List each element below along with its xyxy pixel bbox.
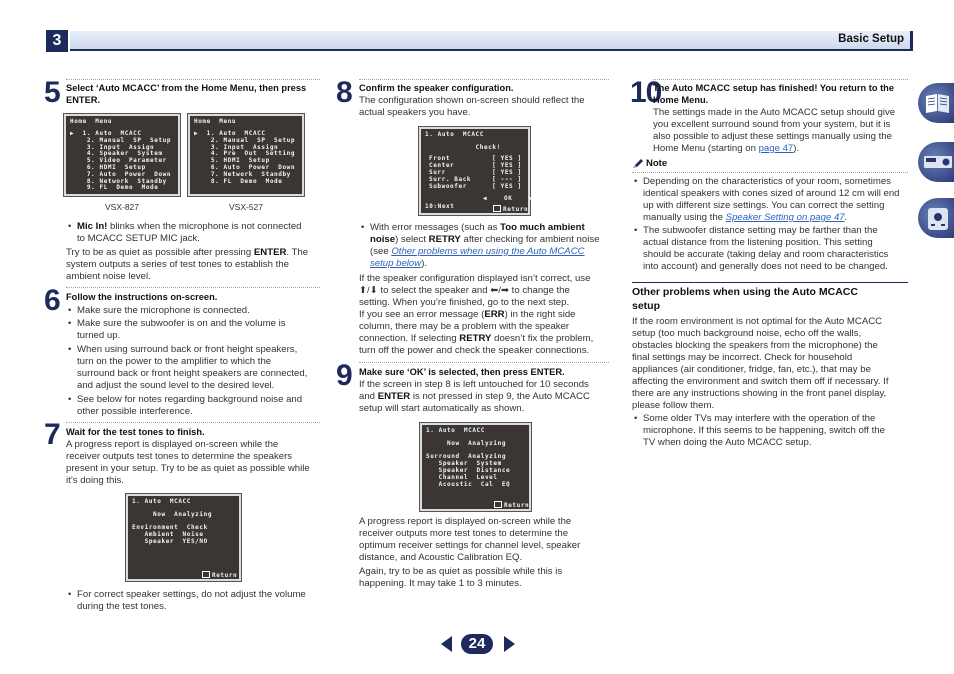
text: The configuration shown on-screen should reflect the — [359, 95, 585, 106]
osd-line: 6. Auto Power Down — [194, 164, 296, 171]
text: Depending on the characteristics of your room, sometimes — [643, 176, 891, 187]
chapter-number: 3 — [46, 30, 68, 52]
osd-screen-vsx827 — [64, 114, 180, 196]
step-5-title-line1: Select ‘Auto MCACC’ from the Home Menu, then press — [66, 83, 307, 93]
osd-line: Center [ YES ] — [429, 162, 522, 169]
text: If the room environment is not optimal for the Auto MCACC — [632, 316, 883, 327]
osd-line: Channel Level — [426, 474, 498, 481]
text: up with different size settings. You can correct the setting — [643, 200, 885, 211]
step-6-title: Follow the instructions on-screen. — [66, 292, 218, 302]
osd-return — [202, 571, 237, 580]
osd-line: 5. HDMI Setup — [194, 157, 270, 165]
text: (see — [370, 246, 392, 257]
text: also possible to adjust these settings manually using the — [653, 131, 892, 142]
text: setup (too much background noise, echo off the walls, — [632, 328, 862, 339]
text: distance, and Acoustic Calibration EQ. — [359, 552, 523, 563]
step-6-number: 6 — [44, 284, 60, 317]
text: When using surround back or front height speakers, — [77, 344, 298, 355]
screen-caption-vsx827: VSX-827 — [104, 202, 140, 212]
step-8-paragraph-2 — [359, 273, 590, 309]
bold-text: RETRY — [428, 234, 461, 245]
osd-line: 3. Input Assign — [194, 143, 279, 151]
osd-line: 7. Auto Power Down — [70, 170, 172, 178]
text: surround back or front height speakers are connected, — [77, 368, 308, 379]
osd-line: Speaker System — [426, 460, 502, 467]
osd-line: 3. Input Assign — [70, 143, 155, 151]
step-8-number: 8 — [336, 76, 352, 109]
text: into account) and generally does not need to be changed. — [643, 261, 888, 272]
text: Make sure the subwoofer is on and the volume is — [77, 318, 286, 329]
divider — [359, 362, 609, 363]
bold-text: ENTER — [377, 391, 411, 402]
text: receiver outputs more test tones to determine the — [359, 528, 569, 539]
step-10-title-line1: The Auto MCACC setup has finished! You return to the — [653, 83, 895, 93]
osd-line: Now Analyzing — [132, 511, 213, 518]
text: With error messages (such as — [370, 222, 501, 233]
text: actual speakers you have. — [359, 107, 471, 118]
text: should be accurate (taking delay and room characteristics — [643, 249, 889, 260]
divider — [632, 172, 908, 173]
text: please follow them. — [632, 400, 715, 411]
osd-line: Subwoofer [ YES ] — [429, 183, 522, 190]
page-number: 24 — [461, 634, 493, 654]
text: A progress report is displayed on-screen while the — [359, 516, 572, 527]
text: it’s doing this. — [66, 475, 124, 486]
text: obstacles blocking the speakers from the microphone) the — [632, 340, 878, 351]
osd-line: Surr [ YES ] — [429, 169, 522, 176]
bold-text: RETRY — [459, 333, 492, 344]
osd-line: 9. FL Demo Mode — [70, 184, 159, 192]
text: The subwoofer distance setting may be farther than the — [643, 225, 878, 236]
osd-line: 2. Manual SP Setup — [194, 136, 296, 144]
text: present in your setup. Try to be as quiet as possible while — [66, 463, 310, 474]
note-title: Note — [646, 158, 668, 169]
text: turned up. — [77, 330, 121, 341]
text: doesn’t fix the problem, — [491, 333, 594, 344]
remote-icon-graphic — [918, 198, 954, 238]
text: receiver outputs test tones to determine the speakers — [66, 451, 293, 462]
osd-return — [494, 501, 529, 510]
step-9-paragraph — [359, 379, 590, 415]
subsection-title-line1: Other problems when using the Auto MCACC — [632, 286, 858, 298]
return-icon — [494, 501, 502, 508]
text: final settings may be incorrect. Check for household — [632, 352, 853, 363]
bold-text: Mic In! — [77, 221, 108, 232]
prev-page-arrow-icon[interactable] — [441, 636, 452, 652]
text: actual distance from the listening position. This setting — [643, 237, 873, 248]
osd-line: Surr. Back [ --- ] — [429, 176, 522, 183]
step-10-number: 10 — [630, 76, 662, 109]
text: manually using the — [643, 212, 726, 223]
step-5-number: 5 — [44, 76, 60, 109]
next-page-arrow-icon[interactable] — [504, 636, 515, 652]
step-8-paragraph — [359, 95, 585, 119]
text: . The — [286, 247, 309, 258]
step-7-bullet — [66, 589, 306, 613]
step-5-title-line2: ENTER. — [66, 95, 101, 105]
osd-line: 5. Video Parameter — [70, 157, 167, 165]
osd-screen-now-analyzing — [126, 494, 241, 581]
text: there are any instructions showing in the front panel display, — [632, 388, 887, 399]
step-9-paragraph-2 — [359, 516, 580, 564]
osd-line: 2. Manual SP Setup — [70, 136, 172, 144]
bold-text: ENTER — [253, 247, 287, 258]
receiver-icon-graphic — [918, 142, 954, 182]
text: system outputs a series of test tones to establish the — [66, 259, 289, 270]
text: ). — [421, 258, 428, 269]
step-10-title-line2: Home Menu. — [653, 95, 709, 105]
text: If the screen in step 8 is left untouched for 10 seconds — [359, 379, 589, 390]
text: you excellent surround sound from your system, but it is — [653, 119, 891, 130]
osd-line: Ambient Noise — [132, 531, 204, 538]
divider — [653, 79, 908, 80]
step-6-bullet — [66, 394, 302, 418]
return-icon — [202, 571, 210, 578]
note-bullet — [632, 225, 888, 273]
text: The settings made in the Auto MCACC setup should give — [653, 107, 896, 118]
text: setting. When you’re finished, go to the next step. — [359, 297, 570, 308]
step-7-number: 7 — [44, 418, 60, 451]
text: Try to be as quiet as possible after pressing — [66, 247, 254, 258]
book-icon-graphic — [918, 83, 954, 123]
osd-next-countdown: 10:Next — [425, 203, 455, 210]
text: Make sure the microphone is connected. — [77, 305, 250, 316]
text: identical speakers with cones sized of around 12 cm will end — [643, 188, 900, 199]
osd-line: Check! — [425, 144, 501, 151]
bold-text: ERR — [484, 309, 505, 320]
osd-ok-option: ◀ OK ▶ — [483, 195, 534, 202]
text: during the test tones. — [77, 601, 167, 612]
osd-line: Now Analyzing — [426, 440, 507, 447]
step-5-paragraph — [66, 247, 308, 283]
text: other possible interference. — [77, 406, 193, 417]
text: happening. It may take 1 to 3 minutes. — [359, 578, 522, 589]
divider — [66, 422, 320, 423]
text: ambient noise level. — [66, 271, 151, 282]
step-9-title: Make sure ‘OK’ is selected, then press ENTER. — [359, 367, 565, 377]
note-bullet — [632, 176, 900, 224]
text: TV when doing the Auto MCACC setup. — [643, 437, 812, 448]
osd-line: ▶ 1. Auto MCACC — [194, 130, 266, 137]
step-6-bullet — [66, 344, 307, 392]
text: Return — [504, 502, 530, 509]
other-problems-bullet — [632, 413, 885, 449]
osd-line: 1. Auto MCACC — [425, 131, 484, 138]
link-setup-below[interactable]: setup below — [370, 258, 422, 269]
text: For correct speaker settings, do not adjust the volume — [77, 589, 306, 600]
receiver-icon[interactable] — [918, 142, 954, 182]
text: affecting the environment and switch them off if necessary. If — [632, 376, 889, 387]
text: See below for notes regarding background noise and — [77, 394, 303, 405]
divider — [632, 282, 908, 283]
osd-line: 4. Pre Out Setting — [194, 150, 296, 158]
osd-line: Home Menu — [70, 118, 113, 125]
step-9-paragraph-3 — [359, 566, 562, 590]
bold-text: noise — [370, 234, 396, 245]
osd-line: Front [ YES ] — [429, 155, 522, 162]
text: appliances (air conditioner, fridge, fan, etc.), that may be — [632, 364, 871, 375]
step-8-title: Confirm the speaker configuration. — [359, 83, 514, 93]
osd-line: 8. Network Standby — [70, 177, 167, 185]
text: ⬆/⬇ to select the speaker and ⬅/➡ to change the — [359, 285, 570, 296]
pencil-note-icon — [632, 158, 644, 169]
text: is not pressed in step 9, the Auto MCACC — [410, 391, 590, 402]
osd-line: Home Menu — [194, 118, 237, 125]
text: setup will start automatically as shown. — [359, 403, 525, 414]
link-page-47[interactable]: page 47 — [758, 143, 794, 154]
osd-line: 4. Speaker System — [70, 150, 163, 158]
step-9-number: 9 — [336, 359, 352, 392]
osd-line: 1. Auto MCACC — [132, 498, 191, 505]
osd-line: 1. Auto MCACC — [426, 427, 485, 434]
step-8-paragraph-3 — [359, 309, 593, 357]
text: ). — [793, 143, 800, 154]
text: optimum receiver settings for channel level, speaker — [359, 540, 581, 551]
text: If you see an error message ( — [359, 309, 485, 320]
link-speaker-setting[interactable]: Speaker Setting on page 47 — [725, 212, 845, 223]
text: turn off the power and check the speaker connections. — [359, 345, 590, 356]
step-8-bullet — [359, 222, 599, 270]
text: Home Menu (starting on — [653, 143, 759, 154]
text: microphone. If this seems to be happening, switch off the — [643, 425, 885, 436]
divider — [359, 79, 609, 80]
osd-line: ▶ 1. Auto MCACC — [70, 130, 142, 137]
text: and — [359, 391, 378, 402]
text: blinks when the microphone is not connected — [107, 221, 302, 232]
text: and adjust the sound level to the desired level. — [77, 380, 275, 391]
text: connection. If selecting — [359, 333, 460, 344]
divider — [66, 287, 320, 288]
osd-line: 7. Network Standby — [194, 170, 291, 178]
osd-line: Speaker YES/NO — [132, 538, 208, 545]
return-icon — [493, 205, 501, 212]
other-problems-paragraph — [632, 316, 889, 412]
text: . — [844, 212, 848, 223]
osd-return — [493, 205, 528, 214]
text: to MCACC SETUP MIC jack. — [77, 233, 200, 244]
text: Some older TVs may interfere with the operation of the — [643, 413, 876, 424]
osd-line: Acoustic Cal EQ — [426, 481, 511, 488]
book-icon[interactable] — [918, 83, 954, 123]
text: after checking for ambient noise — [460, 234, 600, 245]
step-7-paragraph — [66, 439, 310, 487]
header-bar — [70, 31, 913, 51]
step-6-bullet — [66, 318, 286, 342]
section-title: Basic Setup — [838, 33, 904, 45]
step-6-bullet — [66, 305, 250, 317]
step-7-title: Wait for the test tones to finish. — [66, 427, 205, 437]
text: column, there may be a problem with the speaker — [359, 321, 570, 332]
text: Again, try to be as quiet as possible while this is — [359, 566, 563, 577]
bold-text: Too much ambient — [500, 222, 585, 233]
text: ) in the right side — [504, 309, 576, 320]
link-other-problems[interactable]: Other problems when using the Auto MCACC — [391, 246, 585, 257]
osd-line: Speaker Distance — [426, 467, 511, 474]
text: If the speaker configuration displayed isn’t correct, use — [359, 273, 591, 284]
text: Return — [212, 572, 238, 579]
subsection-title-line2: setup — [632, 300, 661, 312]
step-10-paragraph — [653, 107, 895, 155]
osd-line: 8. FL Demo Mode — [194, 177, 283, 185]
screen-caption-vsx527: VSX-527 — [228, 202, 264, 212]
osd-screen-check — [419, 127, 534, 215]
osd-line: Environment Check — [132, 524, 208, 531]
bullet-mic-in — [66, 221, 302, 245]
osd-screen-surround-analyzing — [420, 423, 531, 511]
text: A progress report is displayed on-screen while the — [66, 439, 279, 450]
osd-line: Surround Analyzing — [426, 453, 507, 460]
text: ) select — [395, 234, 429, 245]
remote-icon[interactable] — [918, 198, 954, 238]
osd-line: 6. HDMI Setup — [70, 164, 146, 171]
divider — [66, 79, 320, 80]
text: Return — [503, 206, 529, 213]
osd-screen-vsx527 — [188, 114, 304, 196]
text: turn on the power to the amplifier to which the — [77, 356, 272, 367]
